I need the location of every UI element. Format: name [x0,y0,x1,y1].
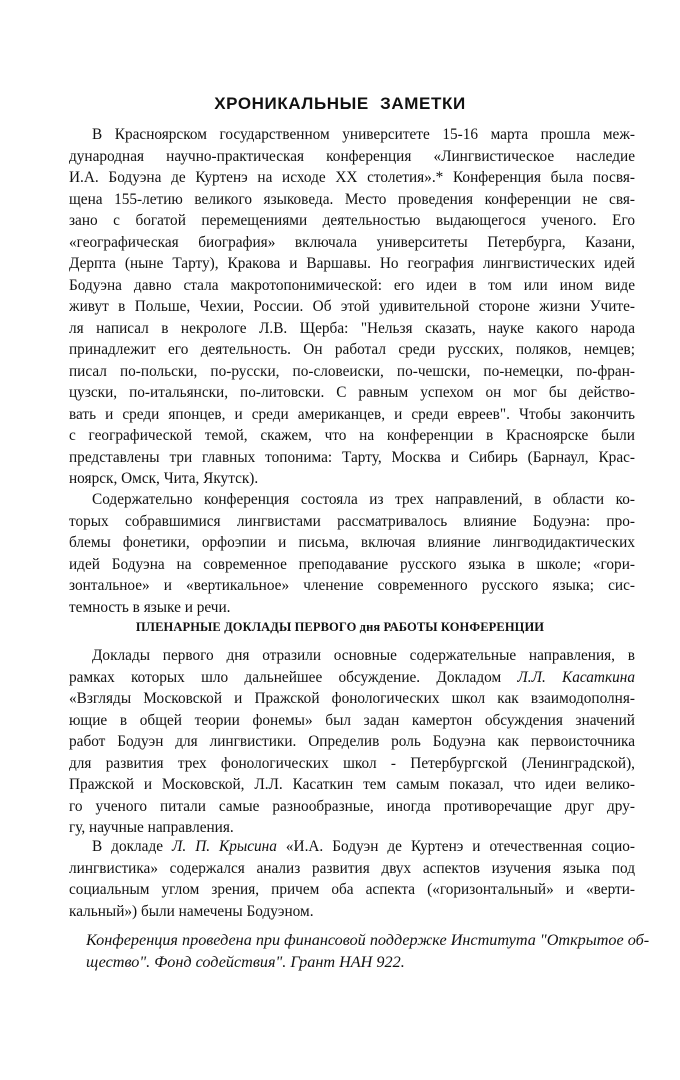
section-heading [0,620,680,635]
text-line: го ученого питали самые разнообразные, иногда противоречащие друг дру- [69,797,635,815]
text-line: зонтальное» и «вертикальное» членение современного русского языка; сис- [69,577,635,594]
footnote-line: щество". Фонд содействия". Грант НАН 922. [86,953,405,971]
text-line: идей Бодуэна на современное преподавание русского языка в школе; «гори- [69,555,635,573]
paragraph-krysin [69,836,635,922]
text-segment: «И.А. Бодуэн де Куртенэ и отечественная социо- [276,838,635,855]
text-line [69,667,635,689]
page-title: ХРОНИКАЛЬНЫЕ ЗАМЕТКИ [214,94,466,113]
text-line: торых собравшимися лингвистами рассматривалось влияние Бодуэна: про- [69,512,635,530]
author-name: Л. П. Крысина [172,838,277,855]
text-line: темность в языке и речи. [69,598,231,616]
text-line: цузски, по-итальянски, по-литовски. С равным успехом он мог бы действо- [69,384,635,401]
footnote [86,929,680,973]
section-heading-part: дня [359,620,381,634]
author-name: Л.Л. Касаткина [517,668,635,686]
text-line [69,836,635,858]
text-line: вать и среди японцев, и среди американцев, и среди евреев". Чтобы закончить [69,405,635,423]
text-line: с географической темой, скажем, что на конференции в Красноярске были [69,427,635,444]
text-line: ющие в общей теории фонемы» был задан камертон обсуждения значений [69,711,635,729]
text-line: И.А. Бодуэна де Куртенэ на исходе XX столетия».* Конференция была посвя- [69,169,635,186]
text-line: «Взгляды Московской и Пражской фонологических школ как взаимодополня- [69,690,635,707]
text-line: кальный») были намечены Бодуэном. [69,902,314,920]
text-line: социальным углом зрения, причем оба аспекта («горизонтальный» и «верти- [69,881,635,898]
footnote-line: Конференция проведена при финансовой поддержке Института "Открытое об- [86,931,650,949]
text-line: живут в Польше, Чехии, России. Об этой удивительной стороне жизни Учите- [69,298,635,315]
paragraph-plenary [69,645,635,839]
text-line: Доклады первого дня отразили основные содержательные направления, в [92,647,635,664]
text-line: «географическая биография» включала университеты Петербурга, Казани, [69,233,635,251]
text-line: дународная научно-практическая конференция «Лингвистическое наследие [69,147,635,165]
text-line: гу, научные направления. [69,819,234,836]
text-line: писал по-польски, по-русски, по-словеиски, по-чешски, по-немецки, по-фран- [69,362,635,380]
text-line: принадлежит его деятельность. Он работал среди русских, поляков, немцев; [69,341,635,358]
text-line: В Красноярском государственном университете 15-16 марта прошла меж- [92,126,635,143]
text-line: лингвистика» содержался анализ развития двух аспектов изучения языка под [69,859,635,877]
text-line: представлены три главных топонима: Тарту, Москва и Сибирь (Барнаул, Крас- [69,448,635,466]
text-line: для развития трех фонологических школ - Петербургской (Ленинградской), [69,754,635,772]
text-line: щена 155-летию великого языковеда. Место проведения конференции не свя- [69,190,635,208]
text-line: ля написал в некрологе Л.В. Щерба: "Нельзя сказать, науке какого народа [69,319,635,337]
section-heading-part: РАБОТЫ КОНФЕРЕНЦИИ [380,620,545,634]
text-segment: рамках которых шло дальнейшее обсуждение. Докладом [69,668,518,686]
paragraph-directions [69,489,635,618]
text-line: Дерпта (ныне Тарту), Кракова и Варшавы. Но география лингвистических идей [69,255,635,272]
text-line: Содержательно конференция состояла из трех направлений, в области ко- [92,491,635,508]
text-line: блемы фонетики, орфоэпии и письма, включая влияние лингводидактических [69,534,635,551]
text-line: Бодуэна давно стала макротопонимической: его идеи в том или ином виде [69,276,635,294]
section-heading-part: ПЛЕНАРНЫЕ ДОКЛАДЫ ПЕРВОГО [135,620,360,634]
text-line: зано с богатой перемещениями деятельностью выдающегося ученого. Его [69,212,635,229]
text-line: работ Бодуэн для лингвистики. Определив роль Бодуэна как первоисточника [69,733,635,750]
text-segment: В докладе [92,838,173,855]
text-line: ноярск, Омск, Чита, Якутск). [69,470,259,487]
text-line: Пражской и Московской, Л.Л. Касаткин тем самым показал, что идеи велико- [69,776,635,793]
paragraph-intro [69,124,635,490]
